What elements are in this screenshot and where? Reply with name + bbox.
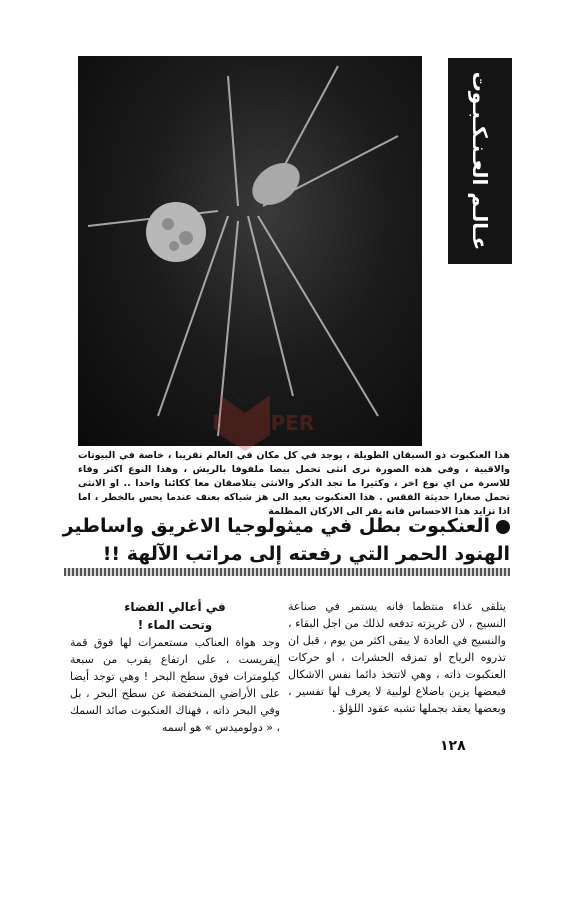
column-left-text: وجد هواة العناكب مستعمرات لها فوق قمة إيفريست ، على ارتفاع يقرب من سبعة كيلومترات فوق سطح البحر ! وهي توجد أيضا على الأراضي المنخفضة عن سطح البحر ، بل وفي البحر ذاته ، فهناك العنكبوت صائد السمك ، « دولوميدس » هو اسمه — [70, 636, 280, 734]
watermark-text: EDFCPER — [212, 411, 315, 435]
section-divider — [64, 568, 510, 576]
spider-cephalothorax — [244, 154, 307, 213]
page-number: ١٢٨ — [440, 738, 466, 754]
section-title-banner — [448, 58, 512, 264]
section-title: عـالـم العـنـكـبـوت — [468, 71, 492, 251]
column-right-text: يتلقى غذاء منتظما فانه يستمر في صناعة النسيج ، لان غريزته تدفعه لذلك من اجل البقاء ، والنسيج في العادة لا يبقى اكثر من يوم ، قبل ان تذروه الرياح او تمزقه الحشرات ، او حركات العنكبوت ذاته ، وهي لاتتخذ دائما نفس الاشكال فبعضها يزين باضلاع لولبية لا يعرف لها تفسير ، وبعضها يعقد بجملها تشبه عقود اللؤلؤ . — [288, 600, 506, 715]
subheading-2: وتحت الماء ! — [137, 618, 213, 632]
photo-caption: هذا العنكبوت ذو السيقان الطويلة ، يوجد في كل مكان في العالم تقريبا ، خاصة في البيوتات والاقبية ، وفي هذه الصورة نرى انثى تحمل بيضا ملفوفا بالريش ، وهذا النوع اكثر وفاء للاسرة من اي نوع اخر ، وكثيرا ما تجد الذكر والانثى يتلاصقان معا ككائنا واحدا .. او الانثى تحمل صغارا حديثة الفقس . هذا العنكبوت يعيد الى هز شباكه بعنف عندما يحس بالخطر ، اما اذا تزايد هذا الاحساس فانه يفر الى الاركان المظلمة — [78, 450, 510, 517]
headline-line-2: الهنود الحمر التي رفعته إلى مراتب الآلهة !! — [102, 543, 510, 565]
watermark-logo — [160, 385, 330, 457]
article-column-left — [70, 598, 280, 736]
article-column-right — [288, 598, 506, 717]
spider-legs — [88, 66, 398, 436]
bullet-icon — [496, 520, 510, 534]
egg-sac — [146, 202, 206, 262]
headline-line-1: العنكبوت بطل في ميثولوجيا الاغريق واساطير — [62, 515, 490, 537]
article-headline — [64, 512, 510, 568]
subheading-1: في أعالي الفضاء — [124, 600, 226, 614]
